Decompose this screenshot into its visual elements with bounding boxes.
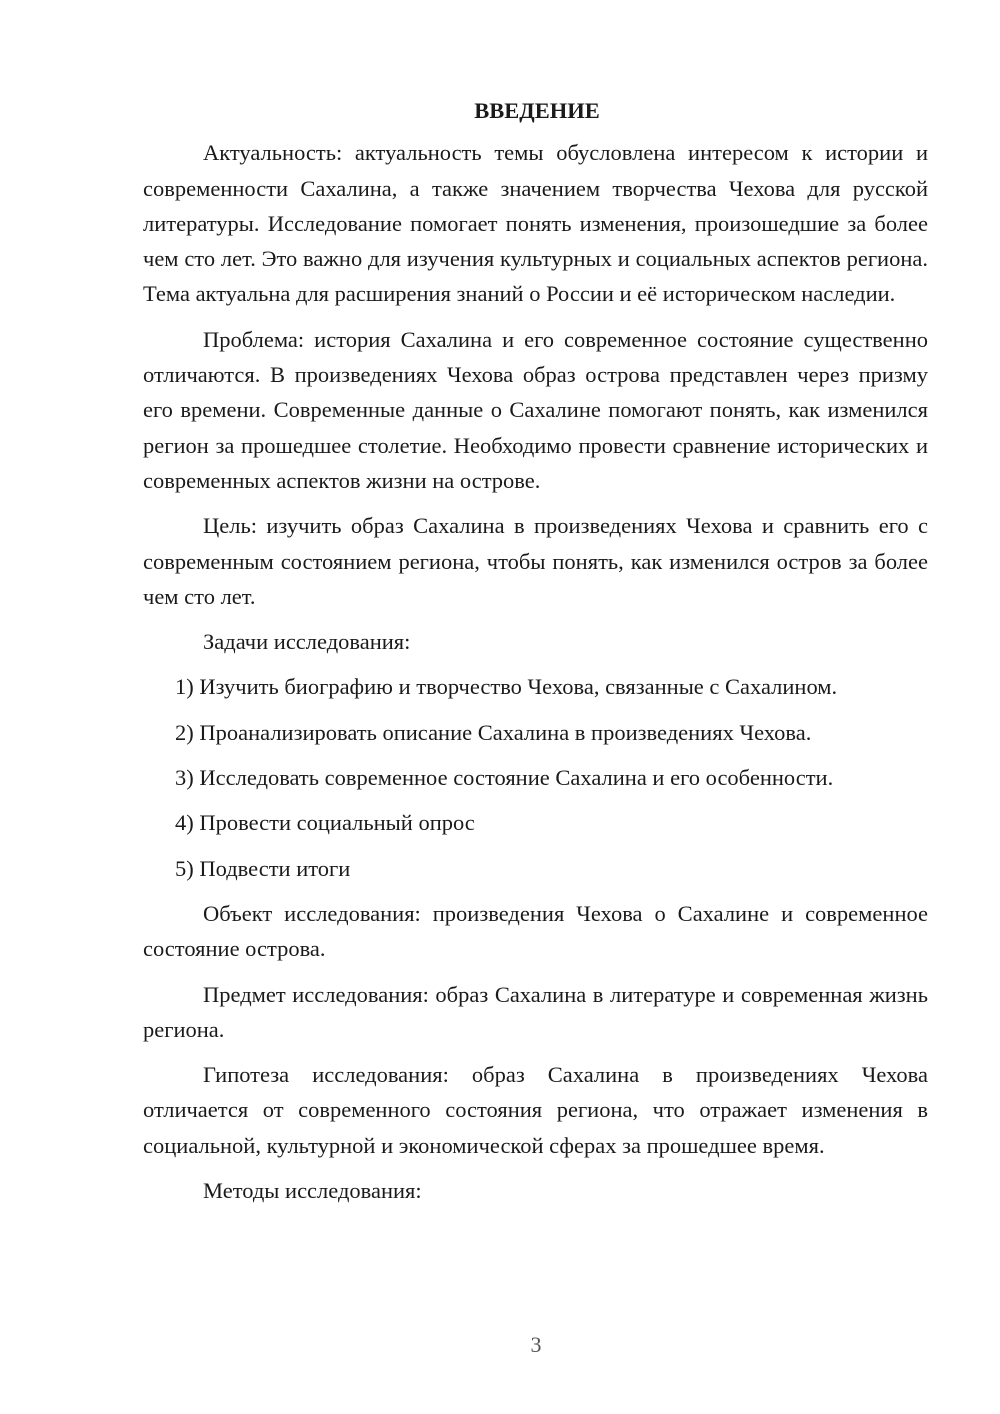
task-item-4: 4) Провести социальный опрос (175, 810, 475, 836)
methods-title: Методы исследования: (203, 1178, 422, 1204)
goal-paragraph: Цель: изучить образ Сахалина в произведениях Чехова и сравнить его с современным состоянием региона, чтобы понять, как изменился остров за более чем сто лет. (143, 513, 928, 609)
page-content (143, 93, 928, 1218)
relevance-paragraph: Актуальность: актуальность темы обусловлена интересом к истории и современности Сахалина, а также значением творчества Чехова для русской литературы. Исследование помогает понять изменения, произошедшие за более чем сто лет. Это важно для изучения культурных и социальных аспектов региона. Тема актуальна для расширения знаний о России и её историческом наследии. (143, 140, 928, 307)
object-paragraph: Объект исследования: произведения Чехова о Сахалине и современное состояние острова. (143, 900, 928, 962)
task-item-3: 3) Исследовать современное состояние Сахалина и его особенности. (175, 765, 834, 791)
problem-paragraph: Проблема: история Сахалина и его современное состояние существенно отличаются. В произведениях Чехова образ острова представлен через призму его времени. Современные данные о Сахалине помогают понять, как изменился регион за прошедшее столетие. Необходимо провести сравнение исторических и современных аспектов жизни на острове. (143, 326, 928, 493)
task-item-5: 5) Подвести итоги (175, 855, 351, 881)
tasks-list (143, 669, 928, 885)
page-heading: ВВЕДЕНИЕ (474, 98, 600, 123)
subject-paragraph: Предмет исследования: образ Сахалина в литературе и современная жизнь региона. (143, 981, 928, 1042)
hypothesis-paragraph: Гипотеза исследования: образ Сахалина в произведениях Чехова отличается от современного состояния региона, что отражает изменения в социальной, культурной и экономической сферах за прошедшее время. (143, 1062, 928, 1158)
task-item-2: 2) Проанализировать описание Сахалина в произведениях Чехова. (175, 719, 812, 745)
page-number: 3 (530, 1332, 542, 1357)
task-item-1: 1) Изучить биографию и творчество Чехова, связанные с Сахалином. (175, 674, 838, 700)
tasks-title: Задачи исследования: (203, 629, 411, 655)
